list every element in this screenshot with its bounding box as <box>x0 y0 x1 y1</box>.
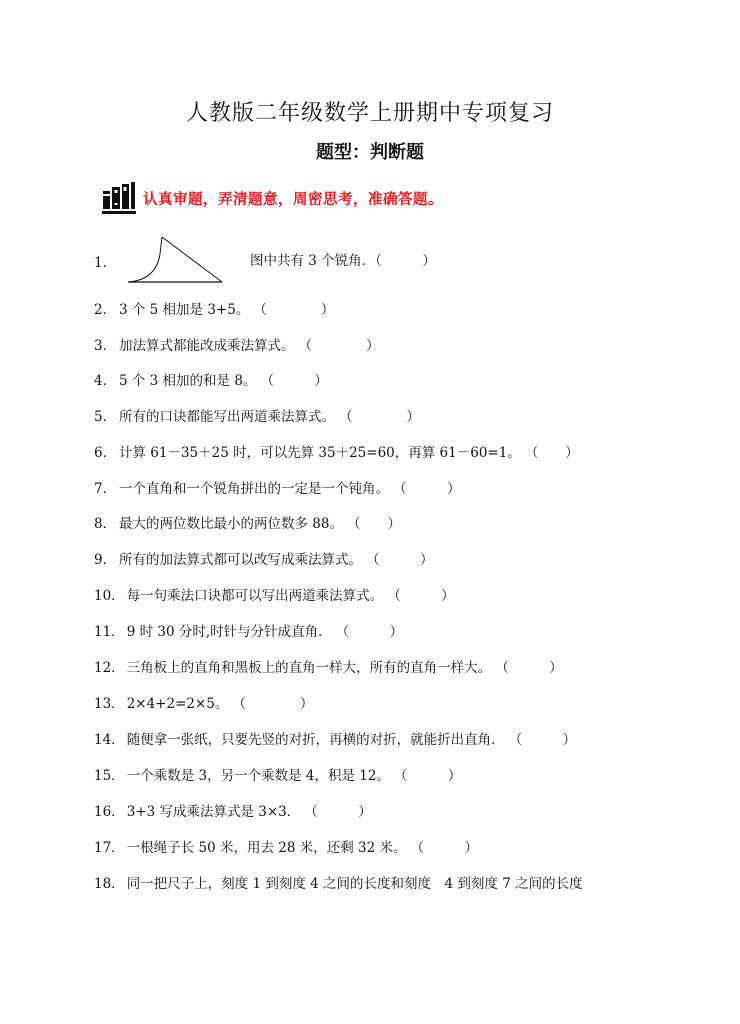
answer-blank[interactable]: （ ） <box>339 409 420 425</box>
question-18 <box>94 875 583 893</box>
question-text: 加法算式都能改成乘法算式。 <box>119 338 295 354</box>
question-1-text: 图中共有 3 个锐角．（ ） <box>250 253 436 269</box>
question-number: 7． <box>94 481 117 497</box>
question-text: 所有的加法算式都可以改写成乘法算式。 <box>119 552 362 568</box>
page-subtitle: 题型：判断题 <box>316 142 424 163</box>
question-text: 同一把尺子上，刻度 1 到刻度 4 之间的长度和刻度 4 到刻度 7 之间的长度 <box>126 876 583 892</box>
question-7 <box>94 480 461 498</box>
question-text: 5 个 3 相加的和是 8。 <box>119 373 257 389</box>
question-14 <box>94 731 576 749</box>
question-text: 2×4+2=2×5。 <box>126 696 229 712</box>
question-number: 6． <box>94 445 117 461</box>
triangle-figure <box>126 234 226 286</box>
answer-blank[interactable]: （ ） <box>260 373 328 389</box>
answer-blank[interactable]: （ ） <box>524 445 579 461</box>
question-2 <box>94 301 334 319</box>
question-number: 1． <box>94 255 117 271</box>
books-icon <box>101 181 137 215</box>
question-number: 2． <box>94 302 117 318</box>
answer-blank[interactable]: （ ） <box>232 696 314 712</box>
question-number: 18． <box>94 876 125 892</box>
question-text: 随便拿一张纸，只要先竖的对折，再横的对折，就能折出直角． <box>126 732 505 748</box>
question-3 <box>94 337 380 355</box>
answer-blank[interactable]: （ ） <box>335 624 404 640</box>
answer-blank[interactable]: （ ） <box>393 768 462 784</box>
question-13 <box>94 695 313 713</box>
question-text: 9 时 30 分时,时针与分针成直角． <box>126 624 332 640</box>
question-15 <box>94 767 461 785</box>
answer-blank[interactable]: （ ） <box>253 302 335 318</box>
question-12 <box>94 659 563 677</box>
question-number: 12． <box>94 660 125 676</box>
question-number: 9． <box>94 552 117 568</box>
question-text: 最大的两位数比最小的两位数多 88。 <box>119 516 343 532</box>
question-number: 13． <box>94 696 125 712</box>
question-number: 16． <box>94 804 125 820</box>
answer-blank[interactable]: （ ） <box>410 840 478 856</box>
question-text: 一根绳子长 50 米，用去 28 米，还剩 32 米。 <box>126 840 407 856</box>
question-17 <box>94 839 478 857</box>
question-text: 3+3 写成乘法算式是 3×3． <box>126 804 301 820</box>
answer-blank[interactable]: （ ） <box>495 660 563 676</box>
question-number: 5． <box>94 409 117 425</box>
question-number: 11． <box>94 624 125 640</box>
question-text: 计算 61－35＋25 时，可以先算 35＋25=60，再算 61－60=1。 <box>119 445 521 461</box>
question-number: 8． <box>94 516 117 532</box>
instruction-text: 认真审题，弄清题意，周密思考，准确答题。 <box>143 191 443 208</box>
question-4 <box>94 372 328 390</box>
question-text: 所有的口诀都能写出两道乘法算式。 <box>119 409 335 425</box>
question-10 <box>94 587 455 605</box>
answer-blank[interactable]: （ ） <box>346 516 401 532</box>
answer-blank[interactable]: （ ） <box>366 552 434 568</box>
answer-blank[interactable]: （ ） <box>508 732 577 748</box>
answer-blank[interactable]: （ ） <box>304 804 372 820</box>
question-16 <box>94 803 372 821</box>
answer-blank[interactable]: （ ） <box>298 338 380 354</box>
question-text: 一个直角和一个锐角拼出的一定是一个钝角。 <box>119 481 389 497</box>
page-title: 人教版二年级数学上册期中专项复习 <box>185 101 554 126</box>
question-9 <box>94 551 434 569</box>
question-5 <box>94 408 420 426</box>
question-number: 15． <box>94 768 125 784</box>
question-text: 一个乘数是 3，另一个乘数是 4，积是 12。 <box>126 768 390 784</box>
question-number: 17． <box>94 840 125 856</box>
instruction-banner <box>101 180 443 216</box>
answer-blank[interactable]: （ ） <box>387 588 455 604</box>
question-1 <box>94 254 119 272</box>
question-number: 4． <box>94 373 117 389</box>
answer-blank[interactable]: （ ） <box>375 253 436 269</box>
question-text: 三角板上的直角和黑板上的直角一样大，所有的直角一样大。 <box>126 660 492 676</box>
question-number: 14． <box>94 732 125 748</box>
answer-blank[interactable]: （ ） <box>393 481 461 497</box>
question-number: 3． <box>94 338 117 354</box>
question-8 <box>94 515 401 533</box>
question-text: 3 个 5 相加是 3+5。 <box>119 302 250 318</box>
question-number: 10． <box>94 588 125 604</box>
question-6 <box>94 444 579 462</box>
question-11 <box>94 623 403 641</box>
question-text: 每一句乘法口诀都可以写出两道乘法算式。 <box>126 588 384 604</box>
